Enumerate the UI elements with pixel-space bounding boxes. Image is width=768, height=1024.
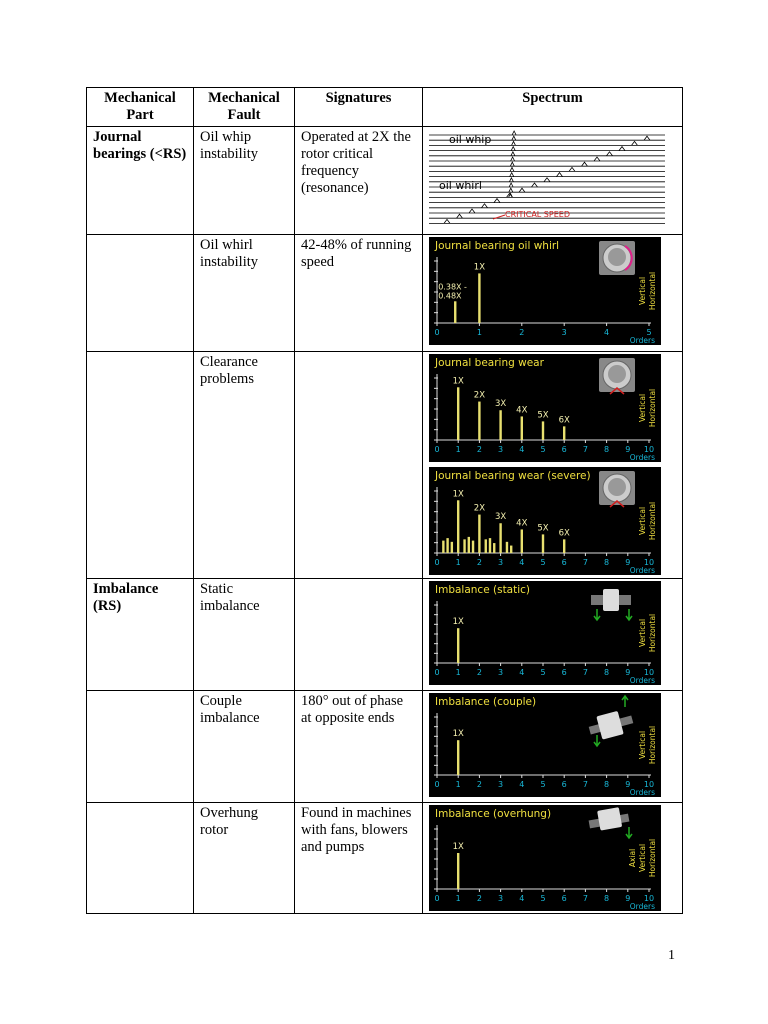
peak xyxy=(482,204,488,208)
x-tick-label: 7 xyxy=(582,894,588,903)
spectrum-cell xyxy=(423,691,683,803)
x-tick-label: 9 xyxy=(625,558,631,567)
spectrum-chart xyxy=(429,805,661,911)
peak xyxy=(569,167,575,171)
bar xyxy=(478,273,480,323)
spectrum-cell xyxy=(423,127,683,235)
bar xyxy=(563,426,565,440)
x-tick-label: 0 xyxy=(434,558,440,567)
peak xyxy=(511,147,515,151)
bar xyxy=(542,421,544,440)
peak xyxy=(619,147,625,151)
x-tick-label: 3 xyxy=(498,558,504,567)
x-tick-label: 7 xyxy=(582,780,588,789)
x-tick-label: 8 xyxy=(604,445,610,454)
data-label: 4X xyxy=(516,405,528,416)
fault-cell: Overhung rotor xyxy=(194,803,295,914)
x-tick-label: 10 xyxy=(643,780,655,789)
bar xyxy=(521,416,523,440)
x-tick-label: 4 xyxy=(519,780,525,789)
x-tick-label: 5 xyxy=(540,780,546,789)
x-axis-label: Orders xyxy=(629,902,655,911)
data-label: 3X xyxy=(494,512,507,523)
bar xyxy=(521,529,523,553)
part-cell: Imbalance (RS) xyxy=(87,579,194,691)
x-axis-label: Orders xyxy=(629,788,655,797)
signature-cell: 42-48% of running speed xyxy=(295,235,423,352)
x-tick-label: 3 xyxy=(498,894,504,903)
x-tick-label: 4 xyxy=(604,328,610,337)
bar xyxy=(485,539,487,553)
spectrum-chart xyxy=(429,237,661,345)
table-row xyxy=(87,127,683,235)
bearing-icon xyxy=(599,358,635,394)
header-signatures: Signatures xyxy=(295,88,423,127)
horizontal-label: Horizontal xyxy=(648,613,657,653)
x-tick-label: 2 xyxy=(476,445,482,454)
vertical-label: Vertical xyxy=(638,506,647,536)
signature-cell: Found in machines with fans, blowers and pumps xyxy=(295,803,423,914)
signature-cell xyxy=(295,352,423,579)
x-tick-label: 9 xyxy=(625,668,631,677)
vertical-label: Vertical xyxy=(638,843,647,873)
arrow-icon xyxy=(626,827,632,838)
x-tick-label: 8 xyxy=(604,558,610,567)
x-tick-label: 3 xyxy=(498,445,504,454)
x-tick-label: 4 xyxy=(519,445,525,454)
part-cell xyxy=(87,352,194,579)
x-tick-label: 2 xyxy=(476,558,482,567)
oil-whirl-label: oil whirl xyxy=(439,179,482,192)
data-label: 3X xyxy=(494,399,507,410)
horizontal-label: Horizontal xyxy=(648,388,657,428)
x-axis-label: Orders xyxy=(629,336,655,345)
x-tick-label: 1 xyxy=(455,445,461,454)
data-label: 5X xyxy=(537,410,549,421)
critical-speed-label: CRITICAL SPEED xyxy=(505,210,570,219)
fault-cell: Clearance problems xyxy=(194,352,295,579)
header-part: Mechanical Part xyxy=(87,88,194,127)
bar xyxy=(457,500,459,553)
peak xyxy=(511,157,515,161)
fault-cell: Oil whip instability xyxy=(194,127,295,235)
data-label: 1X xyxy=(452,729,464,740)
x-tick-label: 1 xyxy=(455,894,461,903)
spectrum-cell xyxy=(423,579,683,691)
x-tick-label: 2 xyxy=(476,668,482,677)
vertical-label: Vertical xyxy=(638,276,647,306)
peak xyxy=(510,162,514,166)
x-tick-label: 0 xyxy=(434,894,440,903)
spectrum-cell xyxy=(423,235,683,352)
data-label: 6X xyxy=(558,415,570,426)
horizontal-label: Horizontal xyxy=(648,725,657,765)
x-tick-label: 5 xyxy=(646,328,652,337)
peak xyxy=(444,219,450,223)
rotor-icon xyxy=(589,711,634,740)
signature-cell: 180° out of phase at opposite ends xyxy=(295,691,423,803)
header-spectrum: Spectrum xyxy=(423,88,683,127)
bar xyxy=(563,539,565,553)
x-tick-label: 9 xyxy=(625,780,631,789)
table-row xyxy=(87,352,683,579)
bar xyxy=(510,546,512,553)
peak xyxy=(582,162,588,166)
x-tick-label: 0 xyxy=(434,328,440,337)
bearing-icon xyxy=(599,471,635,507)
spectrum-chart xyxy=(429,581,661,685)
bar xyxy=(457,853,459,889)
bar xyxy=(478,402,480,440)
x-tick-label: 7 xyxy=(582,668,588,677)
x-tick-label: 5 xyxy=(540,445,546,454)
data-label: 0.48X xyxy=(438,291,462,301)
bar xyxy=(493,543,495,553)
waterfall-plot xyxy=(429,129,665,229)
signature-cell: Operated at 2X the rotor critical frequency (resonance) xyxy=(295,127,423,235)
spectrum-chart xyxy=(429,693,661,797)
peak xyxy=(457,214,463,218)
peak xyxy=(494,199,500,203)
vertical-label: Vertical xyxy=(638,730,647,760)
table-row xyxy=(87,235,683,352)
page-number: 1 xyxy=(668,948,675,963)
x-tick-label: 0 xyxy=(434,445,440,454)
x-tick-label: 1 xyxy=(455,780,461,789)
x-axis-label: Orders xyxy=(629,453,655,462)
spectrum-chart xyxy=(429,354,661,462)
x-tick-label: 4 xyxy=(519,558,525,567)
x-tick-label: 3 xyxy=(561,328,567,337)
x-tick-label: 4 xyxy=(519,668,525,677)
peak xyxy=(607,152,613,156)
peak xyxy=(594,157,600,161)
bar xyxy=(468,537,470,553)
x-tick-label: 1 xyxy=(455,668,461,677)
peak xyxy=(644,136,650,140)
chart-title: Journal bearing wear xyxy=(435,357,544,369)
peak xyxy=(469,209,475,213)
x-tick-label: 6 xyxy=(561,668,567,677)
peak xyxy=(509,183,513,187)
peak xyxy=(509,178,513,182)
axial-label: Axial xyxy=(628,848,637,868)
x-tick-label: 0 xyxy=(434,780,440,789)
bar xyxy=(489,538,491,553)
x-tick-label: 6 xyxy=(561,445,567,454)
x-tick-label: 2 xyxy=(476,780,482,789)
rotor-icon xyxy=(591,589,631,611)
chart-title: Journal bearing wear (severe) xyxy=(435,470,591,482)
data-label: 1X xyxy=(452,376,464,387)
spectrum-cell xyxy=(423,352,683,579)
table-row xyxy=(87,579,683,691)
x-tick-label: 5 xyxy=(540,558,546,567)
bar xyxy=(451,542,453,553)
bar xyxy=(506,542,508,553)
peak xyxy=(519,188,525,192)
horizontal-label: Horizontal xyxy=(648,501,657,541)
peak xyxy=(509,188,513,192)
x-tick-label: 2 xyxy=(476,894,482,903)
fault-cell: Static imbalance xyxy=(194,579,295,691)
x-tick-label: 9 xyxy=(625,445,631,454)
spectrum-chart xyxy=(429,467,661,575)
data-label: 1X xyxy=(473,262,486,273)
oil-whip-label: oil whip xyxy=(449,133,492,146)
peak xyxy=(510,173,514,177)
peak xyxy=(532,183,538,187)
rotor-icon xyxy=(589,807,630,831)
x-tick-label: 7 xyxy=(582,558,588,567)
chart-title: Imbalance (static) xyxy=(435,584,531,596)
part-cell xyxy=(87,235,194,352)
horizontal-label: Horizontal xyxy=(648,838,657,878)
peak xyxy=(544,178,550,182)
x-tick-label: 7 xyxy=(582,445,588,454)
table-row xyxy=(87,803,683,914)
peak xyxy=(632,141,638,145)
part-cell: Journal bearings (<RS) xyxy=(87,127,194,235)
x-tick-label: 4 xyxy=(519,894,525,903)
x-tick-label: 10 xyxy=(643,894,655,903)
x-tick-label: 10 xyxy=(643,668,655,677)
peak xyxy=(511,152,515,156)
data-label: 1X xyxy=(452,842,464,852)
x-tick-label: 1 xyxy=(476,328,482,337)
x-tick-label: 2 xyxy=(519,328,525,337)
x-axis-label: Orders xyxy=(629,566,655,575)
vertical-label: Vertical xyxy=(638,618,647,648)
part-cell xyxy=(87,803,194,914)
bar xyxy=(442,541,444,553)
fault-cell: Couple imbalance xyxy=(194,691,295,803)
x-tick-label: 0 xyxy=(434,668,440,677)
bar xyxy=(499,410,501,440)
x-tick-label: 8 xyxy=(604,780,610,789)
x-tick-label: 8 xyxy=(604,894,610,903)
peak xyxy=(512,141,516,145)
signature-cell xyxy=(295,579,423,691)
horizontal-label: Horizontal xyxy=(648,271,657,311)
peak xyxy=(512,131,516,135)
bar xyxy=(499,523,501,553)
bar xyxy=(472,541,474,553)
data-label: 2X xyxy=(473,390,486,401)
x-tick-label: 6 xyxy=(561,558,567,567)
spectrum-cell xyxy=(423,803,683,914)
data-label: 1X xyxy=(452,617,464,628)
bearing-icon xyxy=(599,241,635,275)
bar xyxy=(446,538,448,553)
x-tick-label: 9 xyxy=(625,894,631,903)
chart-title: Imbalance (couple) xyxy=(435,696,537,708)
peak xyxy=(512,136,516,140)
x-tick-label: 8 xyxy=(604,668,610,677)
chart-title: Journal bearing oil whirl xyxy=(435,240,560,252)
bar xyxy=(457,740,459,775)
table-row xyxy=(87,691,683,803)
header-fault: Mechanical Fault xyxy=(194,88,295,127)
x-tick-label: 6 xyxy=(561,780,567,789)
header-row xyxy=(87,88,683,127)
x-axis-label: Orders xyxy=(629,676,655,685)
data-label: 5X xyxy=(537,523,549,534)
bar xyxy=(454,301,456,323)
x-tick-label: 3 xyxy=(498,668,504,677)
x-tick-label: 6 xyxy=(561,894,567,903)
x-tick-label: 3 xyxy=(498,780,504,789)
x-tick-label: 1 xyxy=(455,558,461,567)
fault-cell: Oil whirl instability xyxy=(194,235,295,352)
part-cell xyxy=(87,691,194,803)
chart-title: Imbalance (overhung) xyxy=(435,808,552,820)
x-tick-label: 5 xyxy=(540,668,546,677)
data-label: 0.38X - xyxy=(438,282,467,292)
bar xyxy=(457,387,459,440)
vertical-label: Vertical xyxy=(638,393,647,423)
data-label: 2X xyxy=(473,503,486,514)
bar xyxy=(542,534,544,553)
x-tick-label: 10 xyxy=(643,445,655,454)
x-tick-label: 10 xyxy=(643,558,655,567)
x-tick-label: 5 xyxy=(540,894,546,903)
bar xyxy=(463,539,465,553)
bar xyxy=(457,628,459,663)
peak xyxy=(510,167,514,171)
data-label: 1X xyxy=(452,489,464,500)
fault-table xyxy=(86,87,683,914)
bar xyxy=(478,515,480,553)
data-label: 6X xyxy=(558,528,570,539)
data-label: 4X xyxy=(516,518,528,529)
peak xyxy=(557,173,563,177)
